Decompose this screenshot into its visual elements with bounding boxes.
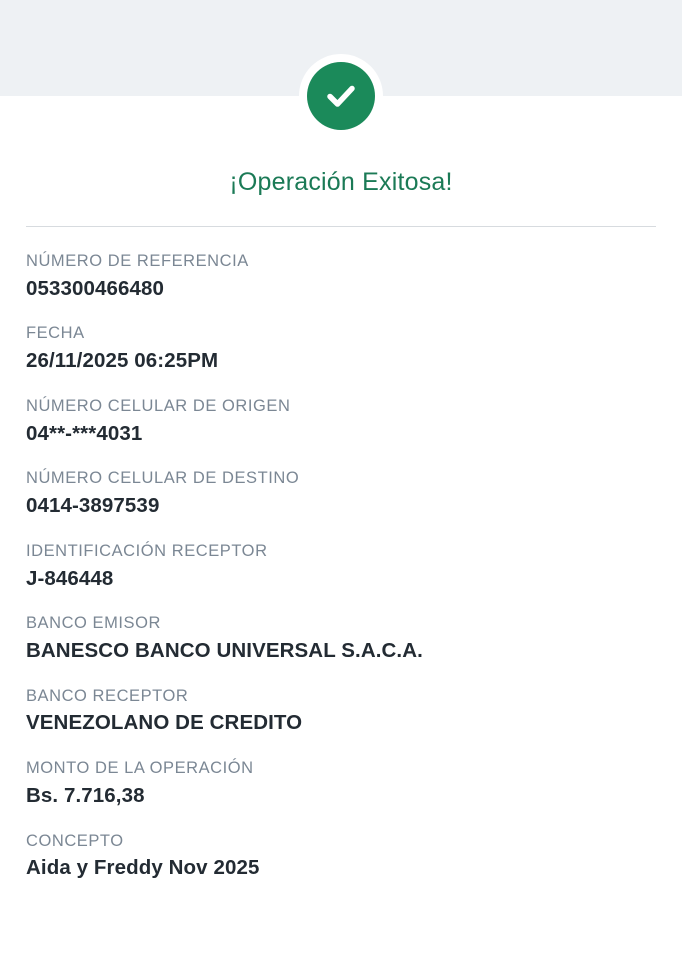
field-value: 04**-***4031 [26,421,143,445]
success-badge [299,54,383,138]
field-label: NÚMERO CELULAR DE ORIGEN [26,396,291,415]
list-item [26,542,656,592]
field-label: FECHA [26,324,85,343]
field-value: J-846448 [26,566,114,590]
field-value: BANESCO BANCO UNIVERSAL S.A.C.A. [26,638,423,662]
field-label: MONTO DE LA OPERACIÓN [26,759,254,778]
list-item [26,832,656,882]
field-value: Aida y Freddy Nov 2025 [26,856,260,880]
receipt-field-list [26,252,656,904]
field-label: BANCO EMISOR [26,614,161,633]
field-value: 0414-3897539 [26,494,160,518]
field-label: BANCO RECEPTOR [26,686,189,705]
list-item [26,614,656,664]
field-label: NÚMERO DE REFERENCIA [26,252,249,270]
list-item [26,324,656,374]
list-item [26,397,656,447]
divider [26,226,656,227]
field-label: CONCEPTO [26,831,124,850]
list-item [26,759,656,809]
field-value: Bs. 7.716,38 [26,783,145,807]
field-value: 053300466480 [26,276,165,300]
list-item [26,252,656,302]
field-value: 26/11/2025 06:25PM [26,349,219,373]
field-label: IDENTIFICACIÓN RECEPTOR [26,541,268,560]
page-title: ¡Operación Exitosa! [229,168,453,196]
field-label: NÚMERO CELULAR DE DESTINO [26,469,300,488]
list-item [26,687,656,737]
field-value: VENEZOLANO DE CREDITO [26,711,303,735]
check-circle-icon [307,62,375,130]
list-item [26,469,656,519]
